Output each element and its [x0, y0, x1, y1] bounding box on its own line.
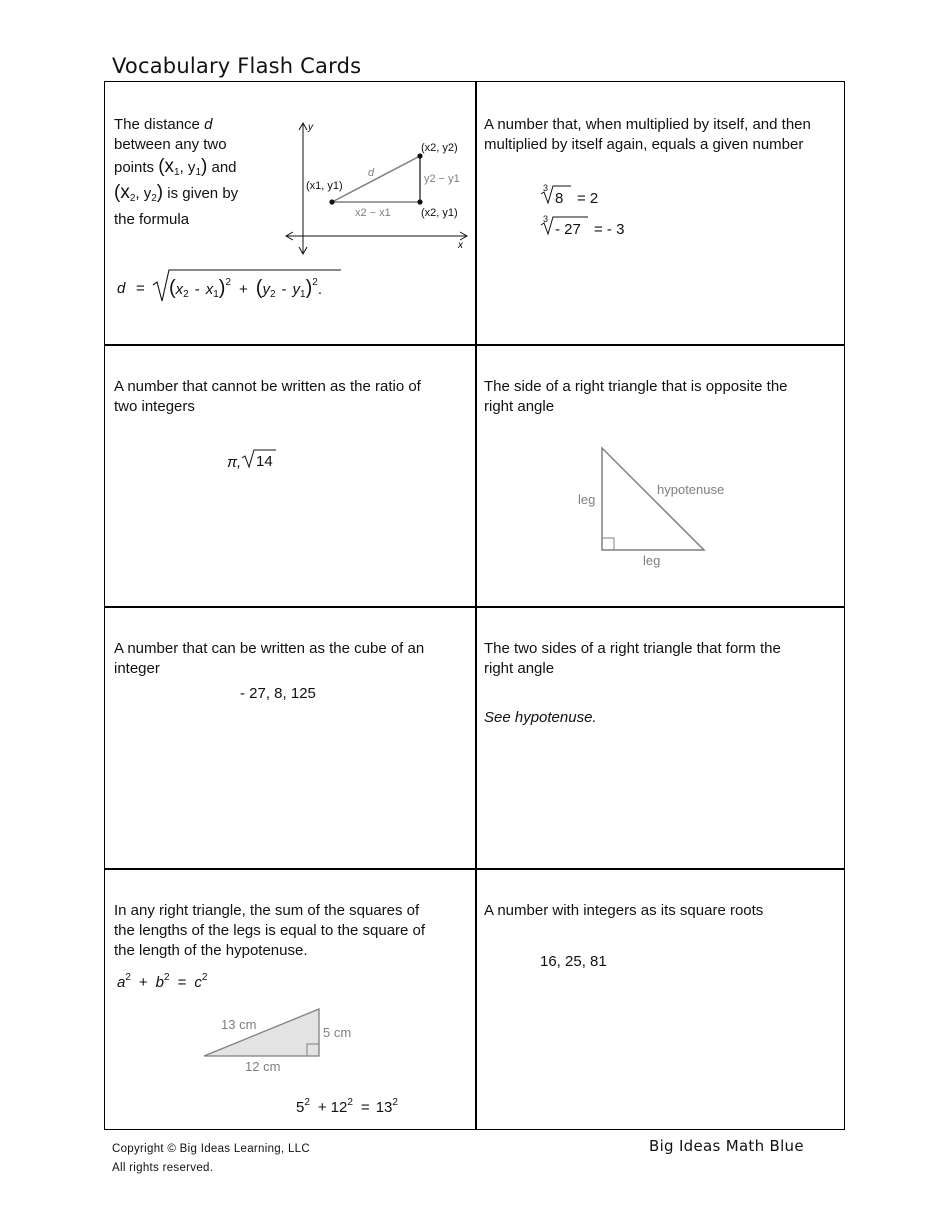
distance-graph: [286, 122, 467, 254]
irrational-line1: A number that cannot be written as the ratio of: [114, 378, 421, 395]
distance-text-line4: ($x_2$, $y_2$) is given by: [114, 182, 239, 204]
hypotenuse-line2: right angle: [484, 398, 555, 415]
point-right-label: (x2, y1): [421, 207, 458, 219]
cube-root-line1: A number that, when multiplied by itself, and then: [484, 116, 811, 133]
formula-body: $(x_2 - x_1)^2 + (y_2 - y_1)^2$.: [169, 277, 322, 300]
triangle-base-label: 12 cm: [245, 1059, 281, 1074]
cube-root-index-1: 3: [543, 183, 549, 193]
irrational-example: [105, 346, 474, 608]
cube-root-result-2: = - 3: [594, 221, 625, 238]
pythagorean-example: $5^2 + 12^2 = 13^2$: [296, 1097, 398, 1116]
footer-book-title: Big Ideas Math Blue: [649, 1137, 804, 1155]
rights-text: All rights reserved.: [112, 1162, 214, 1174]
legs-see-also: See hypotenuse.: [484, 709, 597, 726]
distance-text-line3: points ($x_1$, $y_1$) and: [114, 156, 237, 178]
hypotenuse-line1: The side of a right triangle that is opposite the: [484, 378, 788, 395]
cube-root-line2: multiplied by itself again, equals a given number: [484, 136, 804, 153]
x-axis-label: x: [458, 240, 463, 251]
card-perfect-cube: [105, 608, 474, 870]
distance-segment: [332, 156, 420, 202]
distance-text-line1: The distance d: [114, 116, 213, 133]
copyright-text: Copyright © Big Ideas Learning, LLC: [112, 1143, 310, 1155]
irrational-pi: π,: [227, 454, 242, 471]
right-triangle: [602, 448, 704, 550]
perfect-cube-definition: [114, 639, 424, 679]
distance-card-svg: [105, 82, 474, 344]
card-pythagorean-theorem: [105, 870, 474, 1132]
leg-label-bottom: leg: [643, 553, 661, 568]
perfect-cube-example: - 27, 8, 125: [240, 685, 316, 702]
pythagorean-line2: the lengths of the legs is equal to the square of: [114, 922, 426, 939]
cube-root-examples: [476, 82, 845, 344]
run-label: x2 − x1: [355, 207, 391, 219]
point-left-label: (x1, y1): [306, 180, 343, 192]
hypotenuse-label: hypotenuse: [657, 482, 725, 497]
triangle-hypotenuse-label: 13 cm: [221, 1017, 257, 1032]
pythagorean-line3: the length of the hypotenuse.: [114, 942, 308, 959]
cube-root-radicand-1: 8: [555, 190, 564, 207]
pythagorean-graphics: [105, 870, 474, 1132]
rise-label: y2 − y1: [424, 173, 460, 185]
leg-label-left: leg: [578, 492, 596, 507]
cube-root-result-1: = 2: [577, 190, 599, 207]
perfect-cube-line2: integer: [114, 660, 160, 677]
distance-formula: [117, 270, 341, 301]
flash-card-grid: [104, 81, 845, 1130]
card-hypotenuse: [476, 346, 845, 608]
pythagorean-equation: $a^2 + b^2 = c^2$: [117, 972, 208, 991]
point-right: [417, 199, 422, 204]
card-irrational-number: [105, 346, 474, 608]
footer-copyright: [112, 1140, 310, 1178]
page-title: Vocabulary Flash Cards: [112, 54, 362, 78]
pythagorean-line1: In any right triangle, the sum of the squares of: [114, 902, 420, 919]
triangle-side-label: 5 cm: [323, 1025, 352, 1040]
perfect-square-definition: A number with integers as its square roots: [484, 902, 764, 919]
cube-root-index-2: 3: [543, 214, 549, 224]
y-axis-label: y: [308, 122, 313, 133]
irrational-line2: two integers: [114, 398, 195, 415]
hypotenuse-diagram: [476, 346, 845, 608]
right-angle-marker: [602, 538, 614, 550]
segment-label-d: d: [368, 167, 375, 179]
point-top: [417, 153, 422, 158]
point-left: [329, 199, 334, 204]
perfect-square-example: 16, 25, 81: [540, 953, 607, 970]
perfect-cube-line1: A number that can be written as the cube of an: [114, 640, 425, 657]
formula-equals: =: [136, 280, 145, 297]
legs-line1: The two sides of a right triangle that form the: [484, 640, 781, 657]
card-cube-root: [476, 82, 845, 344]
legs-line2: right angle: [484, 660, 555, 677]
point-top-label: (x2, y2): [421, 142, 458, 154]
card-legs: [476, 608, 845, 870]
card-distance-formula: [105, 82, 474, 344]
cube-root-radicand-2: - 27: [555, 221, 581, 238]
card-perfect-square: [476, 870, 845, 1132]
legs-definition: [484, 639, 781, 679]
irrational-radicand: 14: [256, 453, 273, 470]
distance-text-line2: between any two: [114, 136, 227, 153]
formula-d: d: [117, 280, 126, 297]
distance-text-line5: the formula: [114, 211, 190, 228]
